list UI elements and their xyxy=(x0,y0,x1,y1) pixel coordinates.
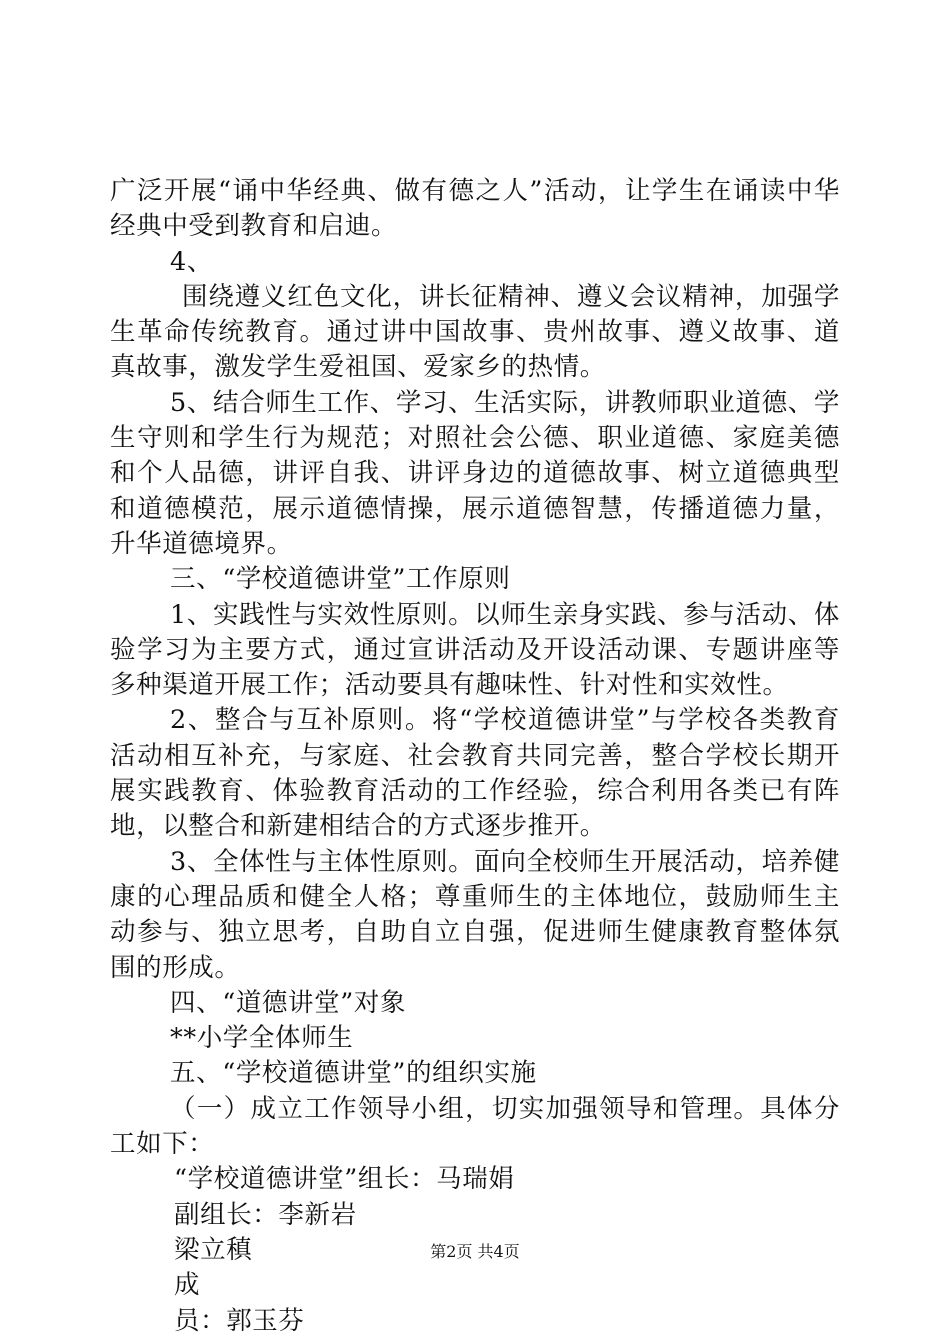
paragraph-item-4-number: 4、 xyxy=(170,246,213,277)
paragraph-principle-3: 3、全体性与主体性原则。面向全校师生开展活动，培养健康的心理品质和健全人格；尊重师生的主体地位，鼓励师生主动参与、独立思考，自助自立自强，促进师生健康教育整体氛围的形成。 xyxy=(110,846,840,983)
line-group-leader: “学校道德讲堂”组长：马瑞娟 xyxy=(174,1164,515,1195)
paragraph-principle-2: 2、整合与互补原则。将“学校道德讲堂”与学校各类教育活动相互补充，与家庭、社会教育共同完善，整合学校长期开展实践教育、体验教育活动的工作经验，综合利用各类已有阵地，以整合和新建相结合的方式逐步推开。 xyxy=(110,705,840,842)
line-members: 员：郭玉芬 xyxy=(174,1305,305,1336)
paragraph-principle-1: 1、实践性与实效性原则。以师生亲身实践、参与活动、体验学习为主要方式，通过宣讲活动及开设活动课、专题讲座等多种渠道开展工作；活动要具有趣味性、针对性和实效性。 xyxy=(110,599,840,701)
document-body xyxy=(110,174,840,1339)
line-deputy-leader: 副组长：李新岩 xyxy=(174,1199,357,1230)
paragraph-classics-activity: 广泛开展“诵中华经典、做有德之人”活动，让学生在诵读中华经典中受到教育和启迪。 xyxy=(110,176,840,242)
paragraph-red-culture: 围绕遵义红色文化，讲长征精神、遵义会议精神，加强学生革命传统教育。通过讲中国故事、贵州故事、遵义故事、道真故事，激发学生爱祖国、爱家乡的热情。 xyxy=(110,281,840,383)
paragraph-audience: **小学全体师生 xyxy=(170,1023,354,1054)
section-heading-implementation: 五、“学校道德讲堂”的组织实施 xyxy=(170,1058,537,1089)
page-number-footer: 第2页 共4页 xyxy=(430,1242,520,1261)
section-heading-principles: 三、“学校道德讲堂”工作原则 xyxy=(170,564,511,595)
line-members-label: 成 xyxy=(174,1270,201,1301)
paragraph-item-5: 5、结合师生工作、学习、生活实际，讲教师职业道德、学生守则和学生行为规范；对照社会公德、职业道德、家庭美德和个人品德，讲评自我、讲评身边的道德故事、树立道德典型和道德模范，展示道德情操，展示道德智慧，传播道德力量，升华道德境界。 xyxy=(110,387,840,559)
line-deputy-leader-2: 梁立稹 xyxy=(174,1234,253,1265)
paragraph-leadership-group: （一）成立工作领导小组，切实加强领导和管理。具体分工如下： xyxy=(110,1093,840,1160)
section-heading-audience: 四、“道德讲堂”对象 xyxy=(170,987,407,1018)
